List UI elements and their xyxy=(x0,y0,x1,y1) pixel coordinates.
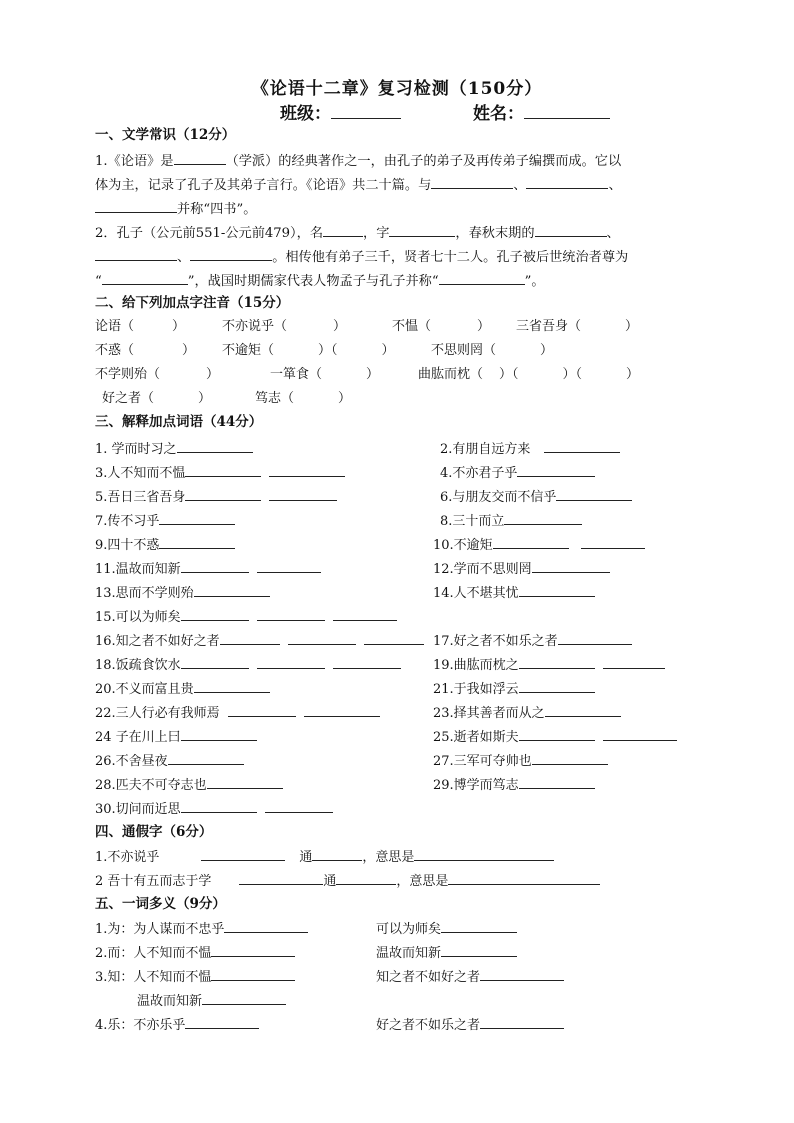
name-label: 姓名： xyxy=(473,104,524,124)
gloss-item-11: 11.温故而知新 xyxy=(95,560,321,578)
section5-heading: 五、一词多义（9分） xyxy=(95,896,226,912)
pinyin-item: 论语（ ） xyxy=(95,319,186,334)
name-blank[interactable] xyxy=(524,106,610,119)
gloss-item-15: 15.可以为师矣 xyxy=(95,608,397,626)
answer-blank[interactable] xyxy=(265,800,333,813)
answer-blank[interactable] xyxy=(185,1016,259,1029)
answer-blank[interactable] xyxy=(168,752,244,765)
gloss-item-5: 5.吾日三省吾身 xyxy=(95,488,337,506)
pinyin-item: 笃志（ ） xyxy=(255,391,352,406)
section2-heading: 二、给下列加点字注音（15分） xyxy=(95,295,290,311)
answer-blank[interactable] xyxy=(194,680,270,693)
answer-blank[interactable] xyxy=(257,656,325,669)
class-blank[interactable] xyxy=(331,106,401,119)
answer-blank[interactable] xyxy=(519,584,595,597)
gloss-item-10: 10.不逾矩 xyxy=(433,536,645,554)
q2-text-f: 。相传他有弟子三千，贤者七十二人。孔子被后世统治者尊为 xyxy=(272,250,629,265)
answer-blank[interactable] xyxy=(257,560,321,573)
section4-heading: 四、通假字（6分） xyxy=(95,824,213,840)
gloss-item-21: 21.于我如浮云 xyxy=(433,680,595,698)
q1-text-c: 体为主，记录了孔子及其弟子言行。《论语》共二十篇。与 xyxy=(95,178,432,193)
answer-blank[interactable] xyxy=(185,488,261,501)
q2-text-e: 、 xyxy=(177,250,191,265)
q2-blank-title[interactable] xyxy=(102,272,188,285)
q2-blank-role3[interactable] xyxy=(190,248,272,261)
pinyin-item: 一箪食（ ） xyxy=(270,367,380,382)
class-name-line xyxy=(280,99,610,124)
pinyin-item: 不逾矩（ ）（ ） xyxy=(222,343,395,358)
q1-text-e: 、 xyxy=(608,178,622,193)
answer-blank[interactable] xyxy=(304,704,380,717)
section1-heading: 一、文学常识（12分） xyxy=(95,127,236,143)
gloss-item-22: 22.三人行必有我师焉 xyxy=(95,704,380,722)
q2-blank-zi[interactable] xyxy=(389,224,455,237)
gloss-item-17: 17.好之者不如乐之者 xyxy=(433,632,632,650)
answer-blank[interactable] xyxy=(239,872,323,885)
gloss-item-23: 23.择其善者而从之 xyxy=(433,704,621,722)
answer-blank[interactable] xyxy=(414,848,554,861)
q1-text-b: （学派）的经典著作之一，由孔子的弟子及再传弟子编撰而成。它以 xyxy=(225,154,622,169)
answer-blank[interactable] xyxy=(519,656,595,669)
polysemy-2a: 2.而：人不知而不愠 xyxy=(95,944,295,962)
answer-blank[interactable] xyxy=(519,776,595,789)
answer-blank[interactable] xyxy=(288,632,356,645)
answer-blank[interactable] xyxy=(556,488,632,501)
sec1-q1-line1 xyxy=(95,152,621,170)
answer-blank[interactable] xyxy=(517,464,595,477)
page-title: 《论语十二章》复习检测（150分） xyxy=(251,79,543,99)
gloss-item-12: 12.学而不思则罔 xyxy=(433,560,610,578)
answer-blank[interactable] xyxy=(159,536,235,549)
tongjia-text: 1.不亦说乎 xyxy=(95,850,160,865)
q1-text-a: 1.《论语》是 xyxy=(95,154,174,169)
answer-blank[interactable] xyxy=(545,704,621,717)
answer-blank[interactable] xyxy=(544,440,620,453)
answer-blank[interactable] xyxy=(312,848,362,861)
sec1-q2-line1 xyxy=(95,224,620,242)
answer-blank[interactable] xyxy=(603,656,665,669)
q2-text-b: ，字 xyxy=(363,226,390,241)
answer-blank[interactable] xyxy=(224,920,308,933)
answer-blank[interactable] xyxy=(181,800,257,813)
gloss-item-2: 2.有朋自远方来 xyxy=(440,440,620,458)
gloss-item-7: 7.传不习乎 xyxy=(95,512,235,530)
gloss-item-24: 24 子在川上曰 xyxy=(95,728,257,746)
answer-blank[interactable] xyxy=(581,536,645,549)
pinyin-item: 不亦说乎（ ） xyxy=(222,319,347,334)
gloss-item-16: 16.知之者不如好之者 xyxy=(95,632,424,650)
polysemy-1b: 可以为师矣 xyxy=(376,920,517,938)
q2-text-h: ”，战国时期儒家代表人物孟子与孔子并称“ xyxy=(187,274,439,289)
gloss-item-3: 3.人不知而不愠 xyxy=(95,464,345,482)
gloss-item-6: 6.与朋友交而不信乎 xyxy=(440,488,632,506)
q1-blank-book1[interactable] xyxy=(431,176,513,189)
answer-blank[interactable] xyxy=(257,608,325,621)
answer-blank[interactable] xyxy=(211,944,295,957)
answer-blank[interactable] xyxy=(159,512,235,525)
gloss-item-19: 19.曲肱而枕之 xyxy=(433,656,665,674)
q1-text-f: 并称“四书”。 xyxy=(177,202,257,217)
gloss-item-20: 20.不义而富且贵 xyxy=(95,680,270,698)
answer-blank[interactable] xyxy=(269,488,337,501)
q2-text-a: 2．孔子（公元前551-公元前479），名 xyxy=(95,226,324,241)
q2-text-d: 、 xyxy=(606,226,620,241)
polysemy-3a: 3.知：人不知而不愠 xyxy=(95,968,295,986)
answer-blank[interactable] xyxy=(603,728,677,741)
sec1-q1-line2 xyxy=(95,176,622,194)
q1-blank-book3[interactable] xyxy=(95,200,177,213)
answer-blank[interactable] xyxy=(211,968,295,981)
answer-blank[interactable] xyxy=(448,872,600,885)
answer-blank[interactable] xyxy=(333,608,397,621)
answer-blank[interactable] xyxy=(177,440,253,453)
tongjia-tong: 通 xyxy=(299,850,313,865)
gloss-item-28: 28.匹夫不可夺志也 xyxy=(95,776,283,794)
gloss-item-13: 13.思而不学则殆 xyxy=(95,584,270,602)
answer-blank[interactable] xyxy=(228,704,296,717)
q2-blank-role1[interactable] xyxy=(535,224,607,237)
q2-blank-role2[interactable] xyxy=(95,248,177,261)
gloss-item-4: 4.不亦君子乎 xyxy=(440,464,595,482)
q2-blank-pair[interactable] xyxy=(439,272,525,285)
q2-text-c: ，春秋末期的 xyxy=(455,226,535,241)
gloss-item-29: 29.博学而笃志 xyxy=(433,776,595,794)
tongjia-row-2 xyxy=(95,872,600,890)
polysemy-4a: 4.乐：不亦乐乎 xyxy=(95,1016,259,1034)
gloss-item-26: 26.不舍昼夜 xyxy=(95,752,244,770)
answer-blank[interactable] xyxy=(201,848,285,861)
q1-blank-book2[interactable] xyxy=(526,176,608,189)
answer-blank[interactable] xyxy=(181,728,257,741)
answer-blank[interactable] xyxy=(181,608,249,621)
answer-blank[interactable] xyxy=(519,728,595,741)
pinyin-item: 好之者（ ） xyxy=(102,391,212,406)
answer-blank[interactable] xyxy=(202,992,286,1005)
answer-blank[interactable] xyxy=(493,536,569,549)
answer-blank[interactable] xyxy=(480,968,564,981)
answer-blank[interactable] xyxy=(364,632,424,645)
tongjia-tong: 通 xyxy=(323,874,337,889)
gloss-item-14: 14.人不堪其忧 xyxy=(433,584,595,602)
gloss-item-18: 18.饭疏食饮水 xyxy=(95,656,401,674)
polysemy-2b: 温故而知新 xyxy=(376,944,517,962)
q1-text-d: 、 xyxy=(513,178,527,193)
sec1-q1-line3 xyxy=(95,200,256,218)
answer-blank[interactable] xyxy=(558,632,632,645)
pinyin-item: 不惑（ ） xyxy=(95,343,196,358)
pinyin-item: 不愠（ ） xyxy=(392,319,491,334)
pinyin-item: 曲肱而枕（ ）（ ）（ ） xyxy=(418,367,640,382)
answer-blank[interactable] xyxy=(441,944,517,957)
pinyin-item: 不思则罔（ ） xyxy=(431,343,554,358)
q2-text-g: “ xyxy=(95,274,102,289)
answer-blank[interactable] xyxy=(269,464,345,477)
polysemy-4b: 好之者不如乐之者 xyxy=(376,1016,564,1034)
answer-blank[interactable] xyxy=(181,656,249,669)
answer-blank[interactable] xyxy=(532,752,608,765)
pinyin-item: 三省吾身（ ） xyxy=(516,319,639,334)
tongjia-meaning: ，意思是 xyxy=(396,874,449,889)
answer-blank[interactable] xyxy=(194,584,270,597)
polysemy-3b: 知之者不如好之者 xyxy=(376,968,564,986)
answer-blank[interactable] xyxy=(532,560,610,573)
tongjia-meaning: ，意思是 xyxy=(362,850,415,865)
answer-blank[interactable] xyxy=(336,872,396,885)
tongjia-text: 2 吾十有五而志于学 xyxy=(95,874,212,889)
q2-text-i: ”。 xyxy=(524,274,545,289)
sec1-q2-line3 xyxy=(95,272,545,290)
gloss-item-25: 25.逝者如斯夫 xyxy=(433,728,677,746)
answer-blank[interactable] xyxy=(333,656,401,669)
answer-blank[interactable] xyxy=(480,1016,564,1029)
polysemy-1a: 1.为：为人谋而不忠乎 xyxy=(95,920,308,938)
answer-blank[interactable] xyxy=(504,512,582,525)
class-label: 班级： xyxy=(280,104,331,124)
tongjia-row-1 xyxy=(95,848,554,866)
answer-blank[interactable] xyxy=(519,680,595,693)
gloss-item-1: 1. 学而时习之 xyxy=(95,440,253,458)
gloss-item-8: 8.三十而立 xyxy=(440,512,582,530)
gloss-item-27: 27.三军可夺帅也 xyxy=(433,752,608,770)
pinyin-item: 不学则殆（ ） xyxy=(95,367,220,382)
answer-blank[interactable] xyxy=(181,560,249,573)
gloss-item-9: 9.四十不惑 xyxy=(95,536,235,554)
answer-blank[interactable] xyxy=(207,776,283,789)
answer-blank[interactable] xyxy=(220,632,280,645)
answer-blank[interactable] xyxy=(185,464,261,477)
sec1-q2-line2 xyxy=(95,248,628,266)
polysemy-3c: 温故而知新 xyxy=(137,992,286,1010)
q1-blank-school[interactable] xyxy=(174,152,226,165)
answer-blank[interactable] xyxy=(441,920,517,933)
q2-blank-ming[interactable] xyxy=(323,224,363,237)
section3-heading: 三、解释加点词语（44分） xyxy=(95,414,263,430)
gloss-item-30: 30.切问而近思 xyxy=(95,800,333,818)
